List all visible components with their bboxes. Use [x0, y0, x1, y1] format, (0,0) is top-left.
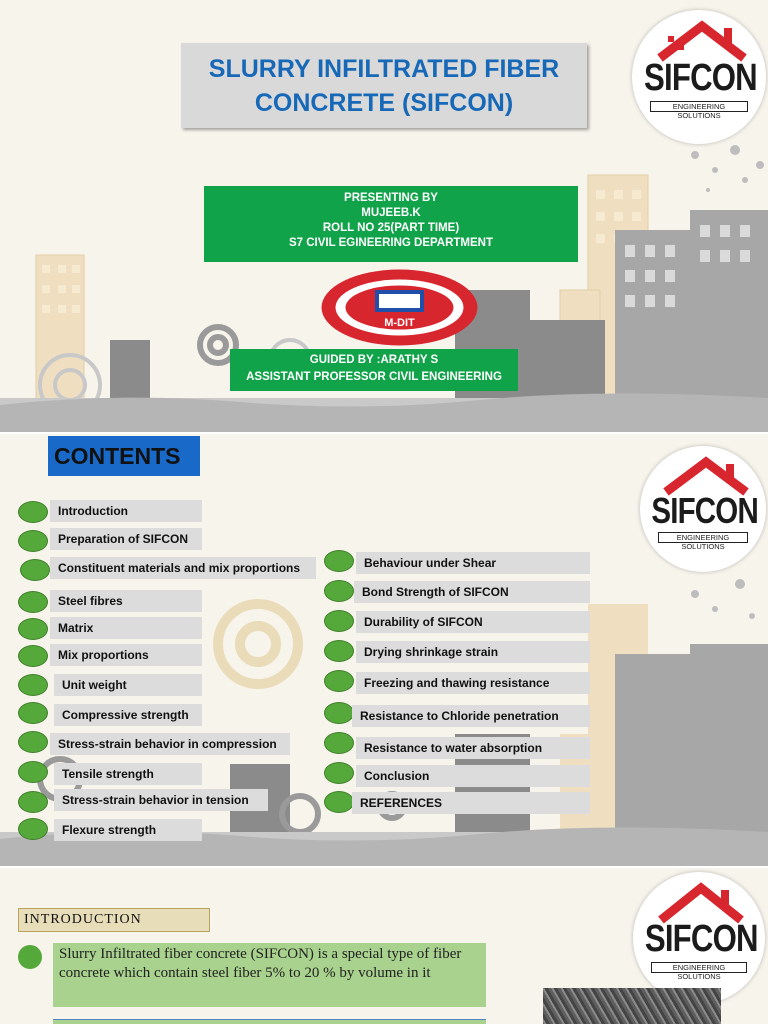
- contents-item-stress-strain-compression: Stress-strain behavior in compression: [50, 733, 290, 755]
- contents-item-chloride-penetration: Resistance to Chloride penetration: [352, 705, 590, 727]
- bullet-dot: [324, 640, 354, 662]
- bullet-dot: [18, 945, 42, 969]
- contents-item-conclusion: Conclusion: [356, 765, 590, 787]
- contents-item-stress-strain-tension: Stress-strain behavior in tension: [54, 789, 268, 811]
- bullet-dot: [18, 618, 48, 640]
- logo-tagline: ENGINEERING SOLUTIONS: [658, 532, 748, 543]
- contents-item-water-absorption: Resistance to water absorption: [356, 737, 590, 759]
- bullet-dot: [324, 550, 354, 572]
- introduction-text: Slurry Infiltrated fiber concrete (SIFCON) is a special type of fiber concrete which contain steel fiber 5% to 20 % by volume in it: [53, 943, 486, 1007]
- contents-item-compressive-strength: Compressive strength: [54, 704, 202, 726]
- contents-item-introduction: Introduction: [50, 500, 202, 522]
- title-line-2: CONCRETE (SIFCON): [254, 89, 514, 117]
- bullet-dot: [20, 559, 50, 581]
- slide-title: [181, 43, 587, 128]
- guide-title: ASSISTANT PROFESSOR CIVIL ENGINEERING: [246, 371, 502, 383]
- contents-item-bond-strength: Bond Strength of SIFCON: [354, 581, 590, 603]
- contents-item-tensile-strength: Tensile strength: [54, 763, 202, 785]
- introduction-slide: [0, 868, 768, 1024]
- contents-item-behaviour-under-shear: Behaviour under Shear: [356, 552, 590, 574]
- next-bullet-box: [53, 1019, 486, 1024]
- contents-heading: CONTENTS: [48, 436, 200, 476]
- contents-item-flexure-strength: Flexure strength: [54, 819, 202, 841]
- bullet-dot: [18, 645, 48, 667]
- logo-wordmark: SIFCON: [644, 57, 757, 99]
- contents-item-drying-shrinkage: Drying shrinkage strain: [356, 641, 590, 663]
- college-emblem-label: M-DIT: [384, 317, 415, 329]
- contents-item-unit-weight: Unit weight: [54, 674, 202, 696]
- contents-item-constituent-materials: Constituent materials and mix proportions: [50, 557, 316, 579]
- bullet-dot: [324, 791, 354, 813]
- logo-wordmark: SIFCON: [644, 918, 758, 960]
- bullet-dot: [18, 702, 48, 724]
- bullet-dot: [324, 702, 354, 724]
- title-slide: [0, 0, 768, 432]
- contents-item-matrix: Matrix: [50, 617, 202, 639]
- bullet-dot: [324, 580, 354, 602]
- bullet-dot: [18, 818, 48, 840]
- bullet-dot: [18, 501, 48, 523]
- bullet-dot: [18, 674, 48, 696]
- logo-wordmark: SIFCON: [651, 490, 758, 531]
- guide-box: [230, 349, 518, 391]
- steel-fibers-photo: [543, 988, 721, 1024]
- presenter-department: S7 CIVIL EGINEERING DEPARTMENT: [288, 237, 494, 249]
- bullet-dot: [324, 670, 354, 692]
- college-emblem-icon: [319, 268, 480, 347]
- sifcon-logo: [633, 872, 765, 1004]
- bullet-dot: [18, 530, 48, 552]
- bullet-dot: [18, 761, 48, 783]
- contents-item-preparation: Preparation of SIFCON: [50, 528, 202, 550]
- guide-name: GUIDED BY :ARATHY S: [309, 354, 439, 366]
- contents-item-durability: Durability of SIFCON: [356, 611, 590, 633]
- presenter-name: MUJEEB.K: [361, 207, 421, 219]
- contents-item-freezing-thawing: Freezing and thawing resistance: [356, 672, 590, 694]
- contents-item-mix-proportions: Mix proportions: [50, 644, 202, 666]
- contents-slide: [0, 434, 768, 866]
- bullet-dot: [324, 732, 354, 754]
- presenter-roll: ROLL NO 25(PART TIME): [322, 222, 460, 234]
- presenter-box: [204, 186, 578, 262]
- sifcon-logo: [632, 10, 766, 144]
- bullet-dot: [18, 591, 48, 613]
- logo-tagline: ENGINEERING SOLUTIONS: [650, 101, 748, 112]
- bullet-dot: [324, 610, 354, 632]
- logo-tagline: ENGINEERING SOLUTIONS: [651, 962, 747, 973]
- presenting-label: PRESENTING BY: [344, 192, 438, 204]
- bullet-dot: [18, 791, 48, 813]
- title-line-1: SLURRY INFILTRATED FIBER: [208, 55, 560, 83]
- sifcon-logo: [640, 446, 766, 572]
- bullet-dot: [18, 731, 48, 753]
- introduction-heading: INTRODUCTION: [18, 908, 210, 932]
- contents-item-references: REFERENCES: [352, 792, 590, 814]
- bullet-dot: [324, 762, 354, 784]
- contents-item-steel-fibres: Steel fibres: [50, 590, 202, 612]
